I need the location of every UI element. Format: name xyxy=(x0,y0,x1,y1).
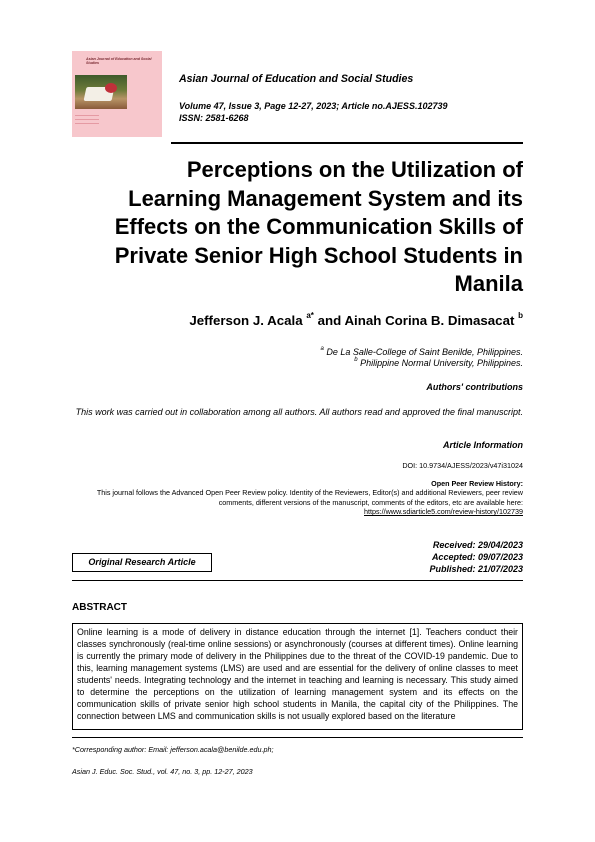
citation: Asian J. Educ. Soc. Stud., vol. 47, no. 3, pp. 12-27, 2023 xyxy=(72,767,253,776)
affiliation xyxy=(60,347,523,357)
doi: DOI: 10.9734/AJESS/2023/v47i31024 xyxy=(402,461,523,470)
article-type-badge: Original Research Article xyxy=(72,553,212,572)
affiliation-text: Philippine Normal University, Philippines. xyxy=(357,358,523,368)
affiliation-mark: a xyxy=(320,346,324,352)
journal-name: Asian Journal of Education and Social Studies xyxy=(179,73,414,85)
cover-title: Asian Journal of Education and Social Studies xyxy=(86,57,152,66)
affiliation xyxy=(60,358,523,368)
title-line: Perceptions on the Utilization of xyxy=(186,157,523,182)
corresponding-author: *Corresponding author: Email: jefferson.acala@benilde.edu.ph; xyxy=(72,745,274,754)
journal-volume: Volume 47, Issue 3, Page 12-27, 2023; Article no.AJESS.102739 xyxy=(179,101,448,111)
cover-flower xyxy=(105,83,117,93)
author-affiliation-mark: a* xyxy=(306,311,314,320)
peer-review-description: This journal follows the Advanced Open Peer Review policy. Identity of the Reviewers, Editor(s) and additional Reviewers, peer review comments, different versions of the manuscript, comments of the editors, etc are available here: xyxy=(96,488,523,507)
contributions-heading: Authors' contributions xyxy=(426,382,523,392)
title-line: Effects on the Communication Skills of xyxy=(114,214,523,239)
peer-review-text xyxy=(72,488,523,517)
journal-cover-thumbnail xyxy=(72,51,162,137)
received-date: Received: 29/04/2023 xyxy=(432,540,523,550)
author-name: Jefferson J. Acala xyxy=(189,313,303,328)
article-info-heading: Article Information xyxy=(442,440,523,450)
title-line: Learning Management System and its xyxy=(128,185,523,211)
title-line: Private Senior High School Students in xyxy=(114,242,523,268)
cover-photo xyxy=(75,75,127,109)
affiliation-mark: b xyxy=(354,357,358,363)
cover-decoration xyxy=(75,115,99,127)
contributions-text: This work was carried out in collaboration among all authors. All authors read and approved the final manuscript. xyxy=(75,407,523,417)
title-line: Manila xyxy=(454,271,523,296)
abstract-text: Online learning is a mode of delivery in distance education through the internet [1]. Teachers conduct their classes synchronously (real-time online sessions) or asynchronously (courses at different times). Online learning is currently the primary mode of delivery in the Philippines due to the threat of the COVID-19 pandemic. Due to this, learning management systems (LMS) are used and are essential for the delivery of online classes to meet students' needs. Integrating technology and the internet in teaching and learning is necessary. This study aimed to determine the perceptions on the utilization of learning management system and its effects on the communication skills of private senior high school students in Manila, the capital city of the Philippines. The connection between LMS and communication skills is not usually explored based on the literature xyxy=(77,627,518,721)
published-date: Published: 21/07/2023 xyxy=(429,564,523,574)
journal-issn: ISSN: 2581-6268 xyxy=(179,113,249,123)
footnote-divider xyxy=(72,737,523,738)
author-list xyxy=(60,313,523,328)
author-name: Ainah Corina B. Dimasacat xyxy=(344,313,515,328)
section-divider xyxy=(72,580,523,581)
author-affiliation-mark: b xyxy=(518,311,523,320)
abstract-heading: ABSTRACT xyxy=(72,602,127,613)
author-conjunction: and xyxy=(313,313,345,328)
peer-review-link[interactable]: https://www.sdiarticle5.com/review-history/102739 xyxy=(364,507,523,517)
accepted-date: Accepted: 09/07/2023 xyxy=(431,552,523,562)
abstract-box xyxy=(72,623,523,730)
peer-review-heading: Open Peer Review History: xyxy=(431,479,523,488)
affiliation-text: De La Salle-College of Saint Benilde, Philippines. xyxy=(323,347,523,357)
header-divider xyxy=(171,142,523,144)
article-title xyxy=(60,156,523,299)
